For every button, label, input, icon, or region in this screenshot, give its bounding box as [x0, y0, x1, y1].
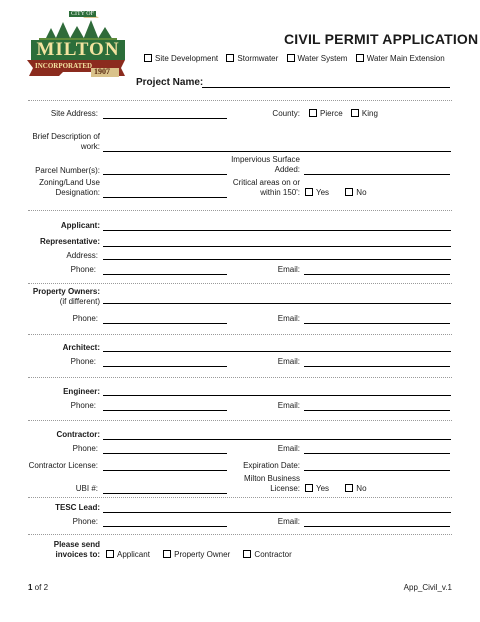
property-owners-label: Property Owners: (if different)	[32, 287, 100, 306]
owners-email-field[interactable]	[304, 323, 450, 324]
invoice-recipient-options	[106, 550, 298, 560]
engineer-phone-field[interactable]	[103, 410, 227, 411]
invoice-contractor-option[interactable]: Contractor	[243, 550, 291, 560]
expiration-date-field[interactable]	[304, 470, 450, 471]
checkbox-icon[interactable]	[287, 54, 295, 62]
architect-label: Architect:	[62, 343, 100, 352]
divider	[28, 334, 452, 335]
tesc-email-label: Email:	[277, 517, 300, 526]
owners-phone-field[interactable]	[103, 323, 227, 324]
project-name-field[interactable]	[202, 87, 450, 88]
invoices-label: Please send invoices to:	[53, 540, 100, 559]
parcel-number-label: Parcel Number(s):	[35, 166, 100, 175]
engineer-email-label: Email:	[277, 401, 300, 410]
divider	[28, 100, 452, 101]
applicant-email-label: Email:	[277, 265, 300, 274]
site-address-field[interactable]	[103, 118, 227, 119]
invoice-applicant-option[interactable]: Applicant	[106, 550, 150, 560]
page-number: 1 of 2	[28, 583, 49, 592]
project-name-label: Project Name:	[136, 77, 204, 88]
tesc-phone-field[interactable]	[103, 526, 227, 527]
county-king-option[interactable]: King	[351, 109, 378, 119]
logo-top-text: CITY OF	[71, 11, 94, 17]
brief-description-label: Brief Description of work:	[32, 132, 100, 151]
checkbox-icon[interactable]	[305, 188, 313, 196]
logo-name: MILTON	[36, 39, 120, 60]
permit-type-water-main-extension[interactable]: Water Main Extension	[356, 54, 445, 64]
checkbox-icon[interactable]	[351, 109, 359, 117]
logo-ribbon-text: INCORPORATED	[35, 62, 93, 70]
critical-areas-options	[305, 188, 373, 198]
divider	[28, 210, 452, 211]
city-logo	[25, 10, 129, 80]
owners-email-label: Email:	[277, 314, 300, 323]
brief-description-field[interactable]	[103, 151, 451, 152]
checkbox-icon[interactable]	[144, 54, 152, 62]
critical-areas-label: Critical areas on or within 150':	[232, 178, 300, 197]
permit-type-stormwater[interactable]: Stormwater	[226, 54, 278, 64]
tesc-lead-label: TESC Lead:	[55, 503, 100, 512]
contractor-license-field[interactable]	[103, 470, 227, 471]
impervious-surface-label: Impervious Surface Added:	[231, 155, 300, 174]
engineer-phone-label: Phone:	[70, 401, 96, 410]
engineer-field[interactable]	[103, 395, 451, 396]
contractor-phone-field[interactable]	[103, 453, 227, 454]
business-license-yes[interactable]: Yes	[305, 484, 329, 494]
business-license-no[interactable]: No	[345, 484, 366, 494]
owners-phone-label: Phone:	[72, 314, 98, 323]
architect-phone-field[interactable]	[103, 366, 227, 367]
contractor-field[interactable]	[103, 439, 451, 440]
divider	[28, 420, 452, 421]
engineer-label: Engineer:	[63, 387, 100, 396]
checkbox-icon[interactable]	[106, 550, 114, 558]
critical-areas-no[interactable]: No	[345, 188, 366, 198]
checkbox-icon[interactable]	[309, 109, 317, 117]
business-license-label: Milton Business License:	[243, 474, 300, 493]
engineer-email-field[interactable]	[304, 410, 450, 411]
county-options	[309, 109, 384, 119]
site-address-label: Site Address:	[50, 109, 98, 118]
applicant-email-field[interactable]	[304, 274, 450, 275]
divider	[28, 283, 452, 284]
tesc-lead-field[interactable]	[103, 512, 451, 513]
property-owners-field[interactable]	[103, 303, 451, 304]
divider	[28, 497, 452, 498]
divider	[28, 534, 452, 535]
contractor-license-label: Contractor License:	[28, 461, 98, 470]
county-pierce-option[interactable]: Pierce	[309, 109, 343, 119]
permit-type-water-system[interactable]: Water System	[287, 54, 348, 64]
checkbox-icon[interactable]	[226, 54, 234, 62]
checkbox-icon[interactable]	[163, 550, 171, 558]
contractor-label: Contractor:	[56, 430, 100, 439]
county-label: County:	[272, 109, 300, 118]
permit-type-site-development[interactable]: Site Development	[144, 54, 218, 64]
checkbox-icon[interactable]	[345, 484, 353, 492]
divider	[28, 377, 452, 378]
tesc-phone-label: Phone:	[72, 517, 98, 526]
representative-field[interactable]	[103, 246, 451, 247]
tesc-email-field[interactable]	[304, 526, 450, 527]
form-code: App_Civil_v.1	[403, 583, 452, 592]
expiration-date-label: Expiration Date:	[243, 461, 300, 470]
applicant-label: Applicant:	[60, 221, 100, 230]
applicant-field[interactable]	[103, 230, 451, 231]
impervious-surface-field[interactable]	[304, 174, 450, 175]
business-license-options	[305, 484, 373, 494]
architect-email-label: Email:	[277, 357, 300, 366]
address-field[interactable]	[103, 259, 451, 260]
zoning-label: Zoning/Land Use Designation:	[39, 178, 100, 197]
permit-type-options	[144, 54, 445, 64]
architect-field[interactable]	[103, 351, 451, 352]
checkbox-icon[interactable]	[345, 188, 353, 196]
contractor-phone-label: Phone:	[72, 444, 98, 453]
address-label: Address:	[66, 251, 98, 260]
checkbox-icon[interactable]	[243, 550, 251, 558]
contractor-email-label: Email:	[277, 444, 300, 453]
checkbox-icon[interactable]	[305, 484, 313, 492]
critical-areas-yes[interactable]: Yes	[305, 188, 329, 198]
applicant-phone-label: Phone:	[70, 265, 96, 274]
architect-phone-label: Phone:	[70, 357, 96, 366]
page-title: CIVIL PERMIT APPLICATION	[284, 31, 479, 47]
architect-email-field[interactable]	[304, 366, 450, 367]
ubi-label: UBI #:	[75, 484, 98, 493]
applicant-phone-field[interactable]	[103, 274, 227, 275]
invoice-property-owner-option[interactable]: Property Owner	[163, 550, 230, 560]
checkbox-icon[interactable]	[356, 54, 364, 62]
representative-label: Representative:	[39, 237, 100, 246]
contractor-email-field[interactable]	[304, 453, 450, 454]
logo-year: 1907	[94, 67, 110, 76]
